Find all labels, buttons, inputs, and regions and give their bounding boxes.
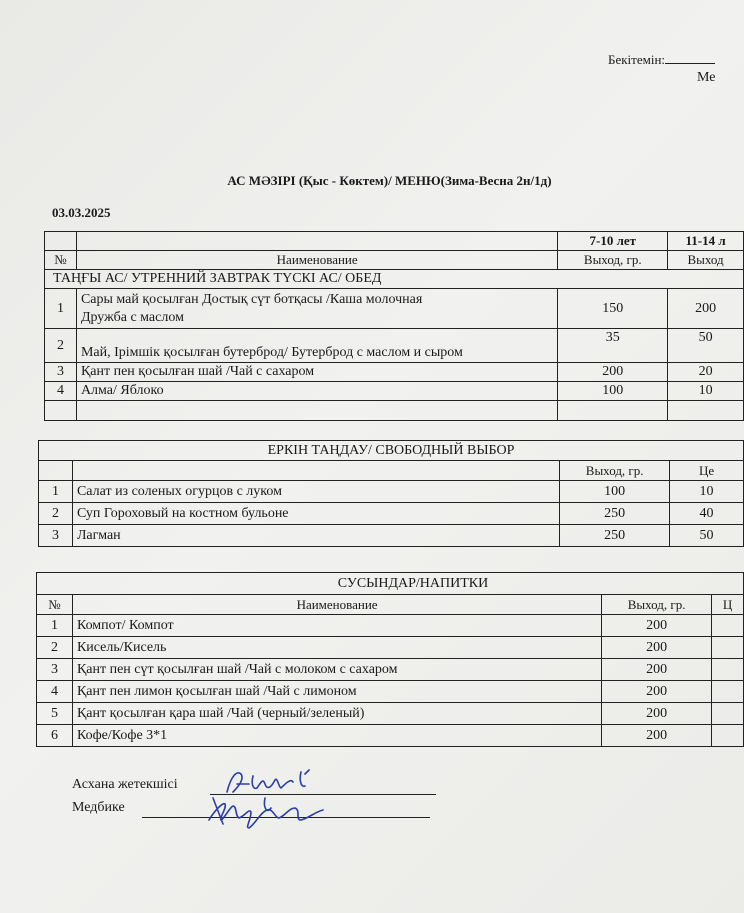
row-price <box>712 615 744 637</box>
row-output: 250 <box>560 525 670 547</box>
row-name <box>76 289 557 329</box>
col-output-header: Выход, гр. <box>558 251 668 270</box>
col-num-header: № <box>37 595 73 615</box>
row-name: Алма/ Яблоко <box>76 382 557 401</box>
row-num: 1 <box>37 615 73 637</box>
age-group-header: 7-10 лет <box>558 232 668 251</box>
row-price: 10 <box>670 481 744 503</box>
nurse-signature <box>209 798 323 828</box>
row-name: Қант қосылған қара шай /Чай (черный/зеленый) <box>72 703 601 725</box>
row-num: 5 <box>37 703 73 725</box>
row-num: 2 <box>39 503 73 525</box>
empty-cell <box>39 461 73 481</box>
row-num: 3 <box>39 525 73 547</box>
row-num: 3 <box>37 659 73 681</box>
row-name: Суп Гороховый на костном бульоне <box>72 503 559 525</box>
row-name: Компот/ Компот <box>72 615 601 637</box>
empty-cell <box>72 461 559 481</box>
row-output: 35 <box>558 329 668 363</box>
row-name: Қант пен лимон қосылған шай /Чай с лимоном <box>72 681 601 703</box>
approval-label <box>608 52 715 68</box>
row-num: 1 <box>45 289 77 329</box>
col-output-header: Выход, гр. <box>560 461 670 481</box>
section-label: ТАҢҒЫ АС/ УТРЕННИЙ ЗАВТРАК ТҮСКІ АС/ ОБЕД <box>45 270 744 289</box>
row-num: 6 <box>37 725 73 747</box>
approve-text: Бекітемін: <box>608 52 666 67</box>
col-name-header: Наименование <box>76 251 557 270</box>
row-output: 100 <box>558 382 668 401</box>
col-name-header: Наименование <box>72 595 601 615</box>
approve-line <box>665 53 715 64</box>
row-name: Май, Ірімшік қосылған бутерброд/ Бутерброд с маслом и сыром <box>76 329 557 363</box>
row-output: 100 <box>560 481 670 503</box>
empty-cell <box>45 401 77 421</box>
row-name: Кисель/Кисель <box>72 637 601 659</box>
free-choice-table <box>38 440 744 547</box>
empty-cell <box>76 232 557 251</box>
empty-cell <box>558 401 668 421</box>
nurse-label: Медбике <box>72 800 125 815</box>
page-title: АС МӘЗІРІ (Қыс - Көктем)/ МЕНЮ(Зима-Весна 2н/1д) <box>227 173 552 188</box>
row-output: 20 <box>668 363 744 382</box>
col-price-header: Ц <box>712 595 744 615</box>
handwritten-signatures <box>205 758 345 833</box>
col-output-header: Выход <box>668 251 744 270</box>
row-num: 2 <box>37 637 73 659</box>
menu-date: 03.03.2025 <box>52 205 111 220</box>
row-num: 4 <box>37 681 73 703</box>
chef-label: Асхана жетекшісі <box>72 777 178 792</box>
row-name: Кофе/Кофе 3*1 <box>72 725 601 747</box>
row-output: 200 <box>558 363 668 382</box>
age-group-header: 11-14 л <box>668 232 744 251</box>
row-output: 200 <box>602 703 712 725</box>
row-num: 1 <box>39 481 73 503</box>
chef-signature <box>227 770 309 792</box>
empty-cell <box>76 401 557 421</box>
row-name: Салат из соленых огурцов с луком <box>72 481 559 503</box>
row-output: 10 <box>668 382 744 401</box>
row-price: 40 <box>670 503 744 525</box>
row-price <box>712 637 744 659</box>
row-output: 200 <box>602 725 712 747</box>
row-output: 150 <box>558 289 668 329</box>
col-price-header: Це <box>670 461 744 481</box>
row-num: 3 <box>45 363 77 382</box>
empty-cell <box>45 232 77 251</box>
section-title: СУСЫНДАР/НАПИТКИ <box>37 573 744 595</box>
row-name: Қант пен қосылған шай /Чай с сахаром <box>76 363 557 382</box>
row-num: 2 <box>45 329 77 363</box>
drinks-table <box>36 572 744 747</box>
row-name: Қант пен сүт қосылған шай /Чай с молоком с сахаром <box>72 659 601 681</box>
row-name-line: Сары май қосылған Достық сүт ботқасы /Каша молочная <box>80 291 423 307</box>
breakfast-table <box>44 231 744 421</box>
row-output: 200 <box>602 659 712 681</box>
approval-sub: Ме <box>697 70 716 85</box>
row-price: 50 <box>670 525 744 547</box>
row-output: 200 <box>602 637 712 659</box>
section-title: ЕРКІН ТАҢДАУ/ СВОБОДНЫЙ ВЫБОР <box>39 441 744 461</box>
row-num: 4 <box>45 382 77 401</box>
row-price <box>712 659 744 681</box>
row-output: 200 <box>602 681 712 703</box>
row-price <box>712 681 744 703</box>
row-output: 200 <box>602 615 712 637</box>
row-name: Лагман <box>72 525 559 547</box>
row-price <box>712 725 744 747</box>
row-name-line: Дружба с маслом <box>80 309 184 325</box>
col-output-header: Выход, гр. <box>602 595 712 615</box>
row-price <box>712 703 744 725</box>
row-output: 200 <box>668 289 744 329</box>
empty-cell <box>668 401 744 421</box>
row-output: 250 <box>560 503 670 525</box>
col-num-header: № <box>45 251 77 270</box>
row-output: 50 <box>668 329 744 363</box>
